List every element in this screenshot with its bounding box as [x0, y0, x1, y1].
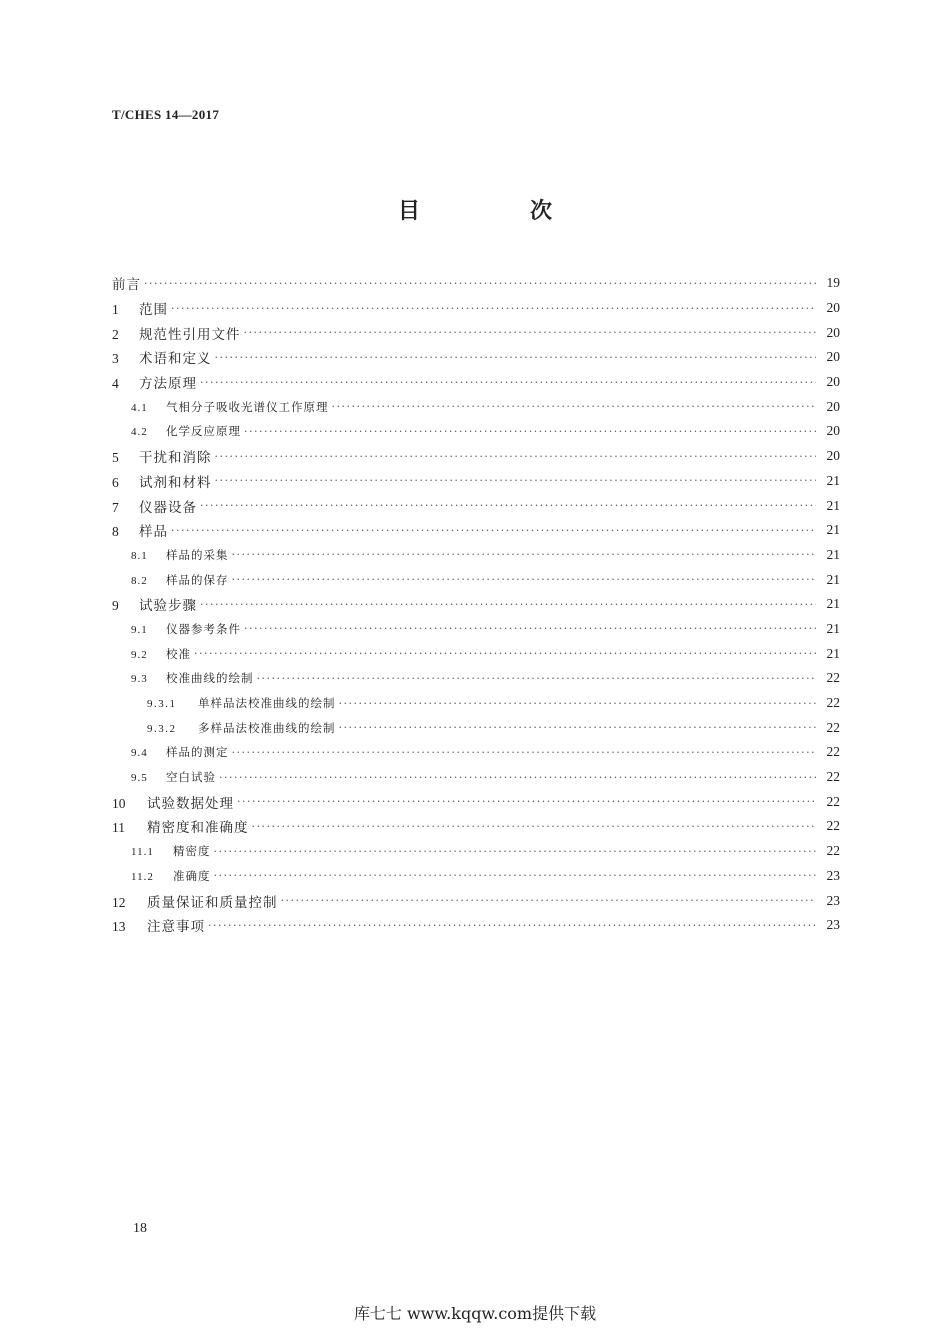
toc-entry-title: 试验数据处理 [147, 795, 234, 812]
toc-entry-title: 精密度和准确度 [147, 820, 249, 837]
toc-dot-leader [215, 450, 817, 463]
toc-entry-number: 8 [112, 524, 119, 540]
toc-entry-title: 试验步骤 [139, 598, 197, 615]
toc-entry[interactable] [112, 469, 840, 494]
toc-entry-number: 9.3 [131, 673, 148, 686]
toc-entry-label [112, 621, 241, 637]
toc-dot-leader [244, 326, 817, 339]
toc-entry-label [112, 471, 212, 491]
toc-entry-number: 1 [112, 302, 119, 318]
toc-dot-leader [232, 548, 817, 561]
toc-entry-number: 9.2 [131, 648, 148, 661]
toc-entry-title: 范围 [139, 302, 168, 319]
toc-entry-number: 10 [112, 795, 126, 811]
toc-entry-label [112, 744, 229, 760]
toc-dot-leader [215, 351, 817, 364]
toc-dot-leader [171, 524, 816, 537]
toc-entry[interactable] [112, 394, 840, 419]
toc-entry-title: 术语和定义 [139, 351, 212, 368]
toc-entry-label [112, 372, 197, 392]
toc-dot-leader [252, 820, 817, 833]
toc-dot-leader [281, 894, 817, 907]
toc-entry-title: 仪器参考条件 [166, 621, 241, 636]
toc-entry[interactable] [112, 518, 840, 543]
toc-entry[interactable] [112, 913, 840, 938]
toc-entry-title: 质量保证和质量控制 [147, 894, 278, 911]
toc-dot-leader [200, 598, 816, 611]
toc-entry-number: 9.4 [131, 747, 148, 760]
toc-entry-page: 21 [826, 596, 840, 612]
toc-entry[interactable] [112, 617, 840, 642]
toc-dot-leader [171, 302, 816, 315]
toc-entry-number: 4.1 [131, 401, 148, 414]
toc-entry-number: 9 [112, 598, 119, 614]
toc-entry-label [112, 423, 241, 439]
toc-entry-number: 11.1 [131, 846, 154, 859]
toc-entry-label [112, 816, 249, 836]
toc-entry-label [112, 792, 234, 812]
toc-entry[interactable] [112, 864, 840, 889]
toc-dot-leader [332, 400, 817, 413]
toc-entry-title: 校准 [166, 646, 191, 661]
toc-entry-number: 11 [112, 820, 125, 836]
toc-entry-number: 8.2 [131, 574, 148, 587]
toc-entry-number: 6 [112, 474, 119, 490]
toc-entry[interactable] [112, 345, 840, 370]
toc-entry-label [112, 273, 141, 293]
toc-dot-leader [219, 771, 816, 784]
toc-entry[interactable] [112, 715, 840, 740]
toc-entry-page: 23 [826, 892, 840, 908]
toc-entry-number: 4.2 [131, 426, 148, 439]
toc-entry-number: 8.1 [131, 549, 148, 562]
toc-entry[interactable] [112, 419, 840, 444]
toc-entry-number: 11.2 [131, 870, 154, 883]
toc-entry-title: 化学反应原理 [166, 424, 241, 439]
toc-entry[interactable] [112, 765, 840, 790]
toc-entry-page: 22 [826, 818, 840, 834]
toc-entry-number: 12 [112, 894, 126, 910]
toc-entry-page: 23 [826, 867, 840, 883]
toc-entry-label [112, 347, 212, 367]
toc-entry[interactable] [112, 789, 840, 814]
toc-entry[interactable] [112, 493, 840, 518]
toc-entry-number: 3 [112, 351, 119, 367]
toc-entry-label [112, 298, 168, 318]
toc-entry-page: 22 [826, 769, 840, 785]
toc-entry-page: 22 [826, 793, 840, 809]
toc-entry-page: 22 [826, 843, 840, 859]
toc-entry-label [112, 891, 278, 911]
toc-entry-number: 4 [112, 376, 119, 392]
toc-entry[interactable] [112, 567, 840, 592]
toc-entry[interactable] [112, 740, 840, 765]
toc-entry[interactable] [112, 370, 840, 395]
toc-entry-page: 22 [826, 719, 840, 735]
toc-dot-leader [215, 474, 817, 487]
toc-dot-leader [237, 795, 816, 808]
toc-entry-number: 9.5 [131, 772, 148, 785]
toc-entry-number: 9.1 [131, 623, 148, 636]
toc-dot-leader [232, 573, 817, 586]
toc-entry-page: 21 [826, 522, 840, 538]
toc-dot-leader [208, 919, 816, 932]
toc-entry-label [112, 520, 168, 540]
toc-entry-label [112, 496, 197, 516]
toc-entry[interactable] [112, 296, 840, 321]
toc-entry-number: 2 [112, 326, 119, 342]
toc-entry-title: 前言 [112, 277, 141, 294]
toc-entry[interactable] [112, 543, 840, 568]
toc-entry-label [112, 915, 205, 935]
toc-entry-label [112, 572, 229, 588]
toc-entry-number: 13 [112, 919, 126, 935]
table-of-contents [112, 271, 840, 938]
toc-entry-title: 样品的保存 [166, 572, 229, 587]
toc-entry-title: 仪器设备 [139, 499, 197, 516]
footer-download-text: 库七七 www.kqqw.com提供下载 [353, 1304, 597, 1323]
toc-entry-title: 精密度 [173, 844, 211, 859]
toc-dot-leader [257, 672, 817, 685]
toc-entry[interactable] [112, 814, 840, 839]
toc-entry-title: 空白试验 [166, 770, 216, 785]
toc-entry-page: 23 [826, 917, 840, 933]
toc-entry-title: 样品的采集 [166, 547, 229, 562]
toc-dot-leader [200, 376, 816, 389]
toc-entry-page: 20 [826, 324, 840, 340]
toc-entry-label [112, 323, 241, 343]
toc-entry-page: 22 [826, 670, 840, 686]
toc-entry-page: 21 [826, 546, 840, 562]
toc-entry-page: 21 [826, 497, 840, 513]
toc-entry-page: 21 [826, 472, 840, 488]
page-number: 18 [133, 1221, 147, 1236]
toc-entry-page: 21 [826, 645, 840, 661]
toc-entry-title: 方法原理 [139, 376, 197, 393]
toc-entry-page: 22 [826, 695, 840, 711]
toc-entry-page: 20 [826, 300, 840, 316]
toc-entry-label [112, 868, 211, 884]
toc-entry[interactable] [112, 888, 840, 913]
toc-entry-page: 20 [826, 423, 840, 439]
toc-entry-title: 样品的测定 [166, 745, 229, 760]
toc-entry-label [112, 646, 191, 662]
toc-entry-label [112, 399, 329, 415]
toc-entry[interactable] [112, 691, 840, 716]
toc-entry-title: 规范性引用文件 [139, 326, 241, 343]
standard-code: T/CHES 14—2017 [112, 107, 220, 122]
toc-dot-leader [339, 697, 817, 710]
toc-entry[interactable] [112, 271, 840, 296]
toc-entry-page: 20 [826, 374, 840, 390]
toc-dot-leader [214, 869, 817, 882]
toc-entry-number: 5 [112, 450, 119, 466]
toc-entry-label [112, 843, 211, 859]
toc-entry[interactable] [112, 641, 840, 666]
toc-entry-page: 21 [826, 571, 840, 587]
toc-dot-leader [200, 499, 816, 512]
toc-entry-page: 20 [826, 349, 840, 365]
toc-entry-title: 单样品法校准曲线的绘制 [198, 696, 336, 711]
toc-entry-page: 19 [826, 275, 840, 291]
toc-entry-title: 校准曲线的绘制 [166, 671, 254, 686]
toc-entry-title: 准确度 [173, 868, 211, 883]
toc-entry[interactable] [112, 320, 840, 345]
toc-entry[interactable] [112, 839, 840, 864]
toc-dot-leader [232, 746, 817, 759]
toc-dot-leader [244, 622, 816, 635]
toc-entry-title: 气相分子吸收光谱仪工作原理 [166, 399, 329, 414]
toc-dot-leader [144, 277, 816, 290]
toc-entry-page: 20 [826, 448, 840, 464]
toc-entry-label [112, 720, 336, 736]
toc-entry-number: 9.3.2 [147, 722, 177, 735]
toc-entry[interactable] [112, 592, 840, 617]
toc-entry-label [112, 446, 212, 466]
toc-dot-leader [194, 647, 816, 660]
toc-entry-number: 9.3.1 [147, 698, 177, 711]
toc-entry-label [112, 670, 254, 686]
toc-dot-leader [339, 721, 817, 734]
toc-entry-title: 多样品法校准曲线的绘制 [198, 720, 336, 735]
toc-entry-title: 试剂和材料 [139, 474, 212, 491]
toc-entry-label [112, 695, 336, 711]
toc-dot-leader [214, 845, 817, 858]
toc-entry-title: 注意事项 [147, 919, 205, 936]
toc-dot-leader [244, 425, 816, 438]
toc-title: 目 次 [397, 198, 596, 224]
toc-entry-title: 样品 [139, 524, 168, 541]
toc-entry[interactable] [112, 666, 840, 691]
toc-entry-label [112, 769, 216, 785]
toc-entry-label [112, 547, 229, 563]
toc-entry[interactable] [112, 444, 840, 469]
toc-entry-page: 22 [826, 744, 840, 760]
toc-entry-number: 7 [112, 499, 119, 515]
toc-entry-page: 21 [826, 620, 840, 636]
toc-entry-title: 干扰和消除 [139, 450, 212, 467]
toc-entry-label [112, 594, 197, 614]
toc-entry-page: 20 [826, 398, 840, 414]
